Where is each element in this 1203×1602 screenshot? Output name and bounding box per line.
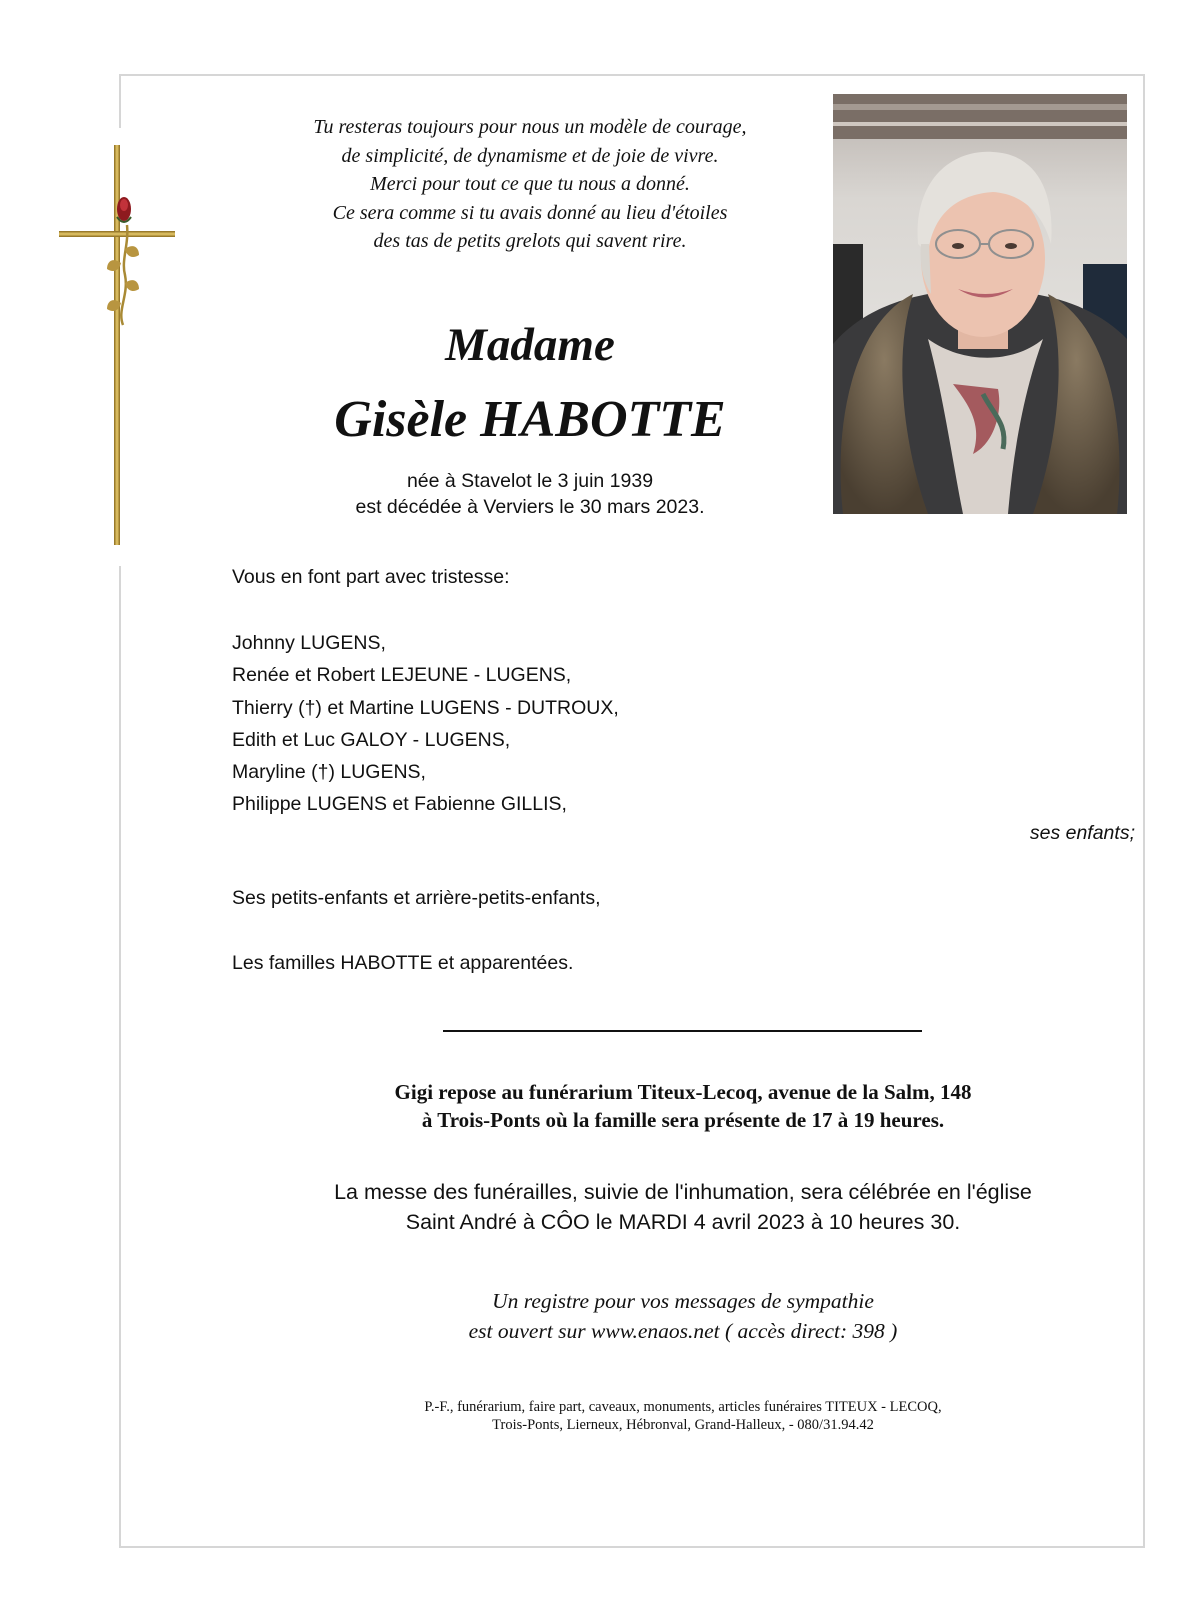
death-line: est décédée à Verviers le 30 mars 2023.: [355, 496, 705, 518]
deceased-title: Madame: [445, 319, 615, 371]
quote-line: Ce sera comme si tu avais donné au lieu d'étoiles: [332, 201, 728, 224]
footer-line: P.-F., funérarium, faire part, caveaux, monuments, articles funéraires TITEUX - LECOQ,: [424, 1399, 942, 1415]
birth-line: née à Stavelot le 3 juin 1939: [406, 470, 654, 492]
grandchildren-line: Ses petits-enfants et arrière-petits-enfants,: [232, 887, 601, 909]
registry-line: est ouvert sur www.enaos.net ( accès direct: 398 ): [468, 1319, 898, 1343]
children-list: [232, 627, 619, 821]
portrait-photo: [833, 94, 1127, 514]
quote-line: Tu resteras toujours pour nous un modèle de courage,: [313, 116, 747, 138]
memorial-quote: [230, 113, 830, 256]
footer-line: Trois-Ponts, Lierneux, Hébronval, Grand-Halleux, - 080/31.94.42: [492, 1417, 874, 1433]
quote-line: Merci pour tout ce que tu nous a donné.: [370, 173, 690, 195]
list-item: Johnny LUGENS,: [232, 632, 386, 654]
registry-line: Un registre pour vos messages de sympathie: [492, 1289, 874, 1313]
funerarium-line: Gigi repose au funérarium Titeux-Lecoq, avenue de la Salm, 148: [394, 1080, 972, 1104]
deceased-dates: [230, 468, 830, 520]
announcement-intro: Vous en font part avec tristesse:: [232, 566, 510, 588]
list-item: Maryline (†) LUGENS,: [232, 761, 426, 784]
deceased-name: Gisèle HABOTTE: [334, 391, 726, 448]
families-line: Les familles HABOTTE et apparentées.: [232, 952, 574, 974]
footer: [230, 1398, 1136, 1434]
mass-line: Saint André à CÔO le MARDI 4 avril 2023 à 10 heures 30.: [405, 1210, 961, 1234]
funerarium-line: à Trois-Ponts où la famille sera présente de 17 à 19 heures.: [421, 1108, 945, 1132]
list-item: Renée et Robert LEJEUNE - LUGENS,: [232, 664, 572, 687]
quote-line: de simplicité, de dynamisme et de joie de vivre.: [341, 144, 719, 167]
mass-line: La messe des funérailles, suivie de l'inhumation, sera célébrée en l'église: [334, 1180, 1032, 1204]
quote-line: des tas de petits grelots qui savent rire.: [373, 230, 687, 252]
list-item: Edith et Luc GALOY - LUGENS,: [232, 728, 511, 751]
cross-with-rose-icon: [55, 145, 180, 545]
list-item: Philippe LUGENS et Fabienne GILLIS,: [232, 793, 567, 816]
divider: [443, 1030, 922, 1032]
children-role: ses enfants;: [1029, 822, 1135, 844]
funerarium-info: [230, 1078, 1136, 1134]
registry-info: [230, 1286, 1136, 1346]
list-item: Thierry (†) et Martine LUGENS - DUTROUX,: [232, 696, 619, 719]
mass-info: [230, 1177, 1136, 1237]
